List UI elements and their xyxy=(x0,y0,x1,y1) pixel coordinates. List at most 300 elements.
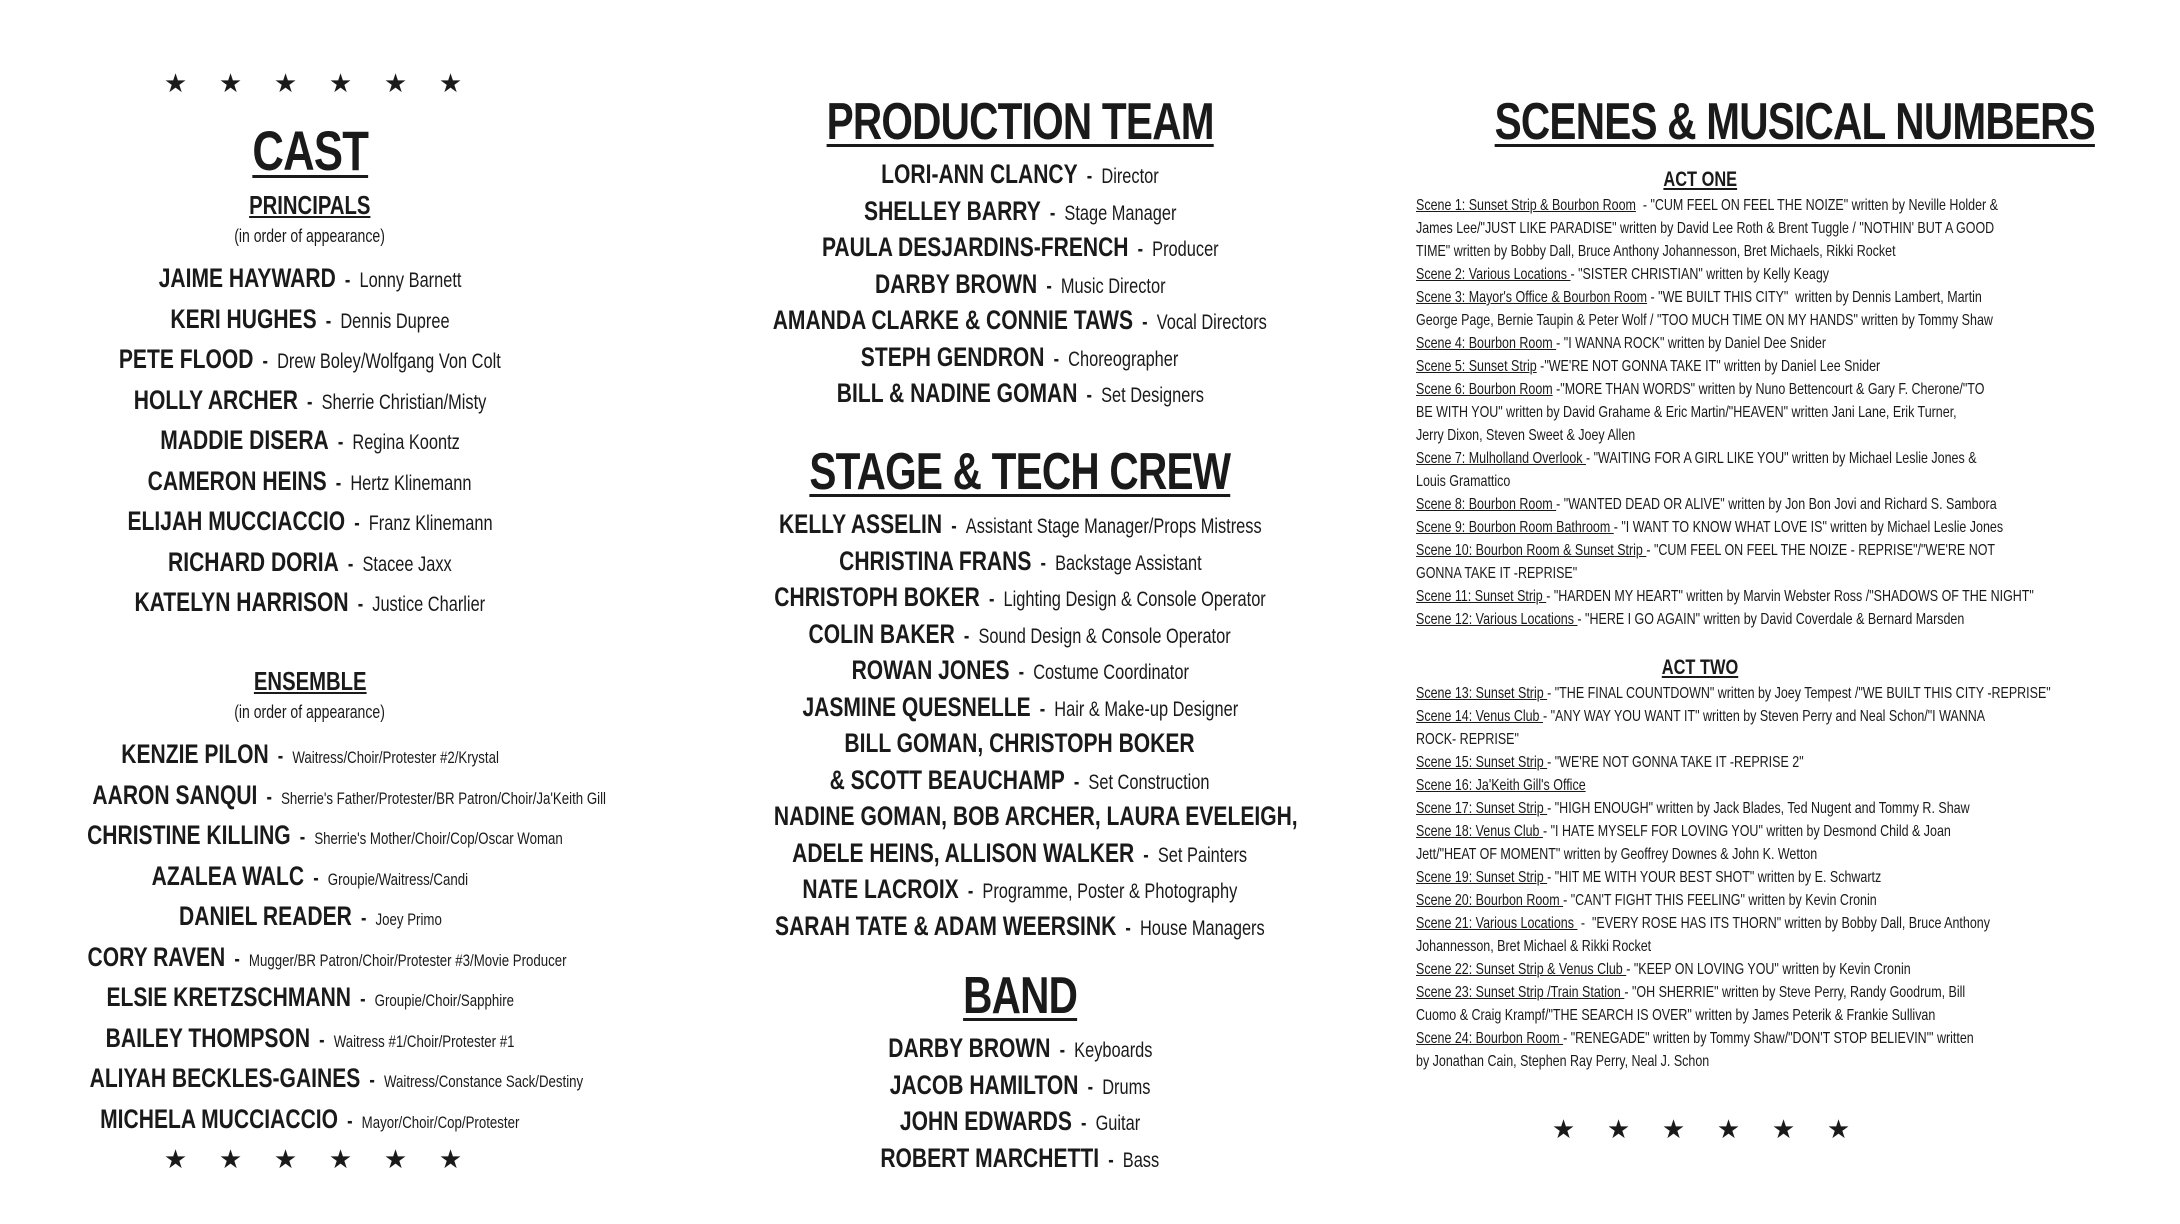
credit-row xyxy=(20,775,606,816)
person-role: Producer xyxy=(1151,238,1219,261)
star-icon: ★ xyxy=(383,1144,408,1174)
star-icon: ★ xyxy=(438,1144,463,1174)
separator: - xyxy=(1077,384,1101,407)
credit-row xyxy=(20,461,600,502)
person-name: HOLLY ARCHER xyxy=(133,384,298,415)
person-role: Drums xyxy=(1102,1075,1151,1099)
separator: - xyxy=(958,880,983,903)
scenes-title: SCENES & MUSICAL NUMBERS xyxy=(1494,93,2095,151)
scene-location: Scene 15: Sunset Strip xyxy=(1416,754,1548,771)
principals-note: (in order of appearance) xyxy=(234,226,386,246)
star-icon: ★ xyxy=(273,1144,298,1174)
person-name: BILL GOMAN, CHRISTOPH BOKER xyxy=(844,728,1196,758)
person-role: Sherrie Christian/Misty xyxy=(321,390,487,414)
person-role: Hair & Make-up Designer xyxy=(1053,697,1238,721)
scene-line xyxy=(1416,516,2004,539)
scene-location: Scene 17: Sunset Strip xyxy=(1416,800,1548,817)
scene-songs: - "ANY WAY YOU WANT IT" written by Steven Perry and Neal Schon/"I WANNA xyxy=(1542,708,1986,725)
separator: - xyxy=(955,624,979,648)
scene-songs: James Lee/"JUST LIKE PARADISE" written by David Lee Roth & Brent Tuggle / "NOTHIN' BUT A GOOD xyxy=(1416,220,1995,237)
person-role: Groupie/Choir/Sapphire xyxy=(374,991,514,1010)
separator: - xyxy=(1134,843,1159,867)
credit-line xyxy=(127,501,492,547)
cast-title: CAST xyxy=(252,119,368,182)
scene-line xyxy=(1416,585,2034,608)
person-role: Waitress/Constance Sack/Destiny xyxy=(383,1072,584,1091)
scene-line xyxy=(1416,705,1997,728)
credit-row xyxy=(700,339,1340,376)
credit-line xyxy=(803,871,1238,913)
scene-songs: - "WAITING FOR A GIRL LIKE YOU" written by Michael Leslie Jones & xyxy=(1585,450,1977,467)
credit-line xyxy=(809,616,1231,658)
principals-list xyxy=(20,258,600,623)
credit-line xyxy=(159,258,462,304)
separator: - xyxy=(297,390,322,414)
credit-line xyxy=(774,798,1298,840)
credit-row xyxy=(700,375,1340,412)
scene-location: Scene 14: Venus Club xyxy=(1416,708,1543,725)
person-name: JOHN EDWARDS xyxy=(899,1106,1072,1136)
scene-songs: - "HERE I GO AGAIN" written by David Coverdale & Bernard Marsden xyxy=(1577,611,1965,628)
credit-row xyxy=(20,501,600,542)
scene-songs: Johannesson, Bret Michael & Rikki Rocket xyxy=(1416,938,1652,955)
scene-line xyxy=(1416,539,1997,562)
credit-row xyxy=(700,266,1340,303)
person-role: Lighting Design & Console Operator xyxy=(1003,588,1266,611)
person-name: PETE FLOOD xyxy=(119,344,254,374)
scene-songs: - "I WANNA ROCK" written by Daniel Dee Snider xyxy=(1556,335,1827,352)
credit-line xyxy=(92,775,606,821)
credit-row xyxy=(20,815,600,856)
production-team-list xyxy=(700,156,1340,412)
credit-line xyxy=(822,229,1219,271)
person-role: Backstage Assistant xyxy=(1054,551,1202,575)
separator: - xyxy=(360,1069,384,1092)
credit-line xyxy=(87,815,563,861)
scene-line xyxy=(1416,843,1997,866)
separator: - xyxy=(1031,551,1055,575)
person-name: DARBY BROWN xyxy=(874,268,1037,299)
act-two-list xyxy=(1416,682,2161,1073)
scene-line xyxy=(1416,958,1997,981)
person-role: Mayor/Choir/Cop/Protester xyxy=(361,1112,520,1132)
credit-row xyxy=(20,734,600,775)
scene-songs: - "CUM FEEL ON FEEL THE NOIZE - REPRISE"/"WE'RE NOT xyxy=(1646,542,1996,559)
scene-line xyxy=(1416,889,1997,912)
person-name: STEPH GENDRON xyxy=(861,341,1045,372)
act-two-heading: ACT TWO xyxy=(1661,656,1739,679)
person-role: Sherrie's Father/Protester/BR Patron/Choir/Ja'Keith Gill xyxy=(281,788,606,808)
scene-songs: - "THE FINAL COUNTDOWN" written by Joey Tempest /"WE BUILT THIS CITY -REPRISE" xyxy=(1547,685,2051,702)
person-name: CHRISTINE KILLING xyxy=(87,820,291,850)
star-icon: ★ xyxy=(1606,1114,1631,1144)
credit-line xyxy=(851,652,1188,694)
act-one-list xyxy=(1416,194,2161,631)
person-name: JASMINE QUESNELLE xyxy=(802,691,1031,722)
credit-line xyxy=(793,835,1248,877)
scene-location: Scene 6: Bourbon Room xyxy=(1416,381,1553,398)
star-icon: ★ xyxy=(1551,1114,1576,1144)
credit-line xyxy=(839,543,1202,585)
person-role: Set Designers xyxy=(1100,384,1204,407)
person-role: Set Construction xyxy=(1088,770,1210,794)
star-icon: ★ xyxy=(328,68,353,98)
separator: - xyxy=(979,588,1004,611)
person-name: PAULA DESJARDINS-FRENCH xyxy=(821,232,1129,262)
credit-line xyxy=(881,156,1159,198)
scene-songs: - "HARDEN MY HEART" written by Marvin Webster Ross /"SHADOWS OF THE NIGHT" xyxy=(1546,588,2034,605)
scene-line xyxy=(1416,820,1997,843)
star-icon: ★ xyxy=(163,1144,188,1174)
separator: - xyxy=(345,512,369,535)
person-name: DANIEL READER xyxy=(178,901,352,931)
scene-songs: TIME" written by Bobby Dall, Bruce Anthony Johannesson, Bret Michaels, Rikki Rocket xyxy=(1416,243,1896,260)
scene-songs: - "CAN'T FIGHT THIS FEELING" written by Kevin Cronin xyxy=(1563,892,1877,909)
scene-line xyxy=(1416,1050,1997,1073)
scene-location: Scene 2: Various Locations xyxy=(1416,266,1571,283)
ensemble-list xyxy=(20,734,606,1139)
person-role: Bass xyxy=(1123,1148,1160,1172)
separator: - xyxy=(1040,201,1065,225)
scene-songs: -"MORE THAN WORDS" written by Nuno Bettencourt & Gary F. Cherone/"TO xyxy=(1552,381,1985,398)
scene-songs: GONNA TAKE IT -REPRISE" xyxy=(1416,565,1578,582)
scene-location: Scene 4: Bourbon Room xyxy=(1416,335,1557,352)
person-role: Set Painters xyxy=(1158,843,1248,867)
credit-row xyxy=(20,937,600,978)
scene-location: Scene 13: Sunset Strip xyxy=(1416,685,1548,702)
scene-location: Scene 21: Various Locations xyxy=(1416,915,1578,932)
credit-row xyxy=(20,1018,600,1059)
scene-songs: - "WANTED DEAD OR ALIVE" written by Jon Bon Jovi and Richard S. Sambora xyxy=(1556,496,1997,513)
credit-line xyxy=(170,299,449,345)
scene-songs: -"WE'RE NOT GONNA TAKE IT" written by Daniel Lee Snider xyxy=(1536,358,1881,375)
person-name: JACOB HAMILTON xyxy=(889,1069,1079,1100)
person-name: KATELYN HARRISON xyxy=(134,587,349,617)
credit-line xyxy=(900,1103,1140,1145)
credit-line xyxy=(88,937,567,983)
scene-location: Scene 24: Bourbon Room xyxy=(1416,1030,1564,1047)
person-name: CORY RAVEN xyxy=(87,941,226,972)
scene-location: Scene 11: Sunset Strip xyxy=(1416,588,1547,605)
credit-line xyxy=(106,977,514,1023)
scene-location: Scene 5: Sunset Strip xyxy=(1416,358,1537,375)
scene-line xyxy=(1416,447,1997,470)
star-icon: ★ xyxy=(1826,1114,1851,1144)
separator: - xyxy=(1009,661,1033,684)
band-list xyxy=(700,1030,1340,1176)
scene-line xyxy=(1416,797,1997,820)
scene-songs: - "SISTER CHRISTIAN" written by Kelly Keagy xyxy=(1570,266,1830,283)
person-name: MADDIE DISERA xyxy=(160,425,329,455)
person-role: Director xyxy=(1101,165,1159,188)
person-role: Guitar xyxy=(1095,1112,1141,1135)
person-role: Sherrie's Mother/Choir/Cop/Oscar Woman xyxy=(314,829,563,848)
person-name: BAILEY THOMPSON xyxy=(105,1022,310,1053)
scene-songs: Jerry Dixon, Steven Sweet & Joey Allen xyxy=(1416,427,1636,444)
scene-line xyxy=(1416,286,1997,309)
credit-row xyxy=(700,1030,1340,1067)
person-role: Regina Koontz xyxy=(352,431,460,454)
credit-line xyxy=(802,689,1238,731)
scene-songs: - "HIGH ENOUGH" written by Jack Blades, Ted Nugent and Tommy R. Shaw xyxy=(1547,800,1970,817)
star-icon: ★ xyxy=(438,68,463,98)
scene-line xyxy=(1416,751,1997,774)
person-role: Joey Primo xyxy=(375,910,442,929)
scene-line xyxy=(1416,1027,1997,1050)
credit-row xyxy=(20,542,600,583)
scene-songs: - "I HATE MYSELF FOR LOVING YOU" written by Desmond Child & Joan xyxy=(1542,823,1951,840)
stars-top-left xyxy=(148,70,478,96)
person-name: BILL & NADINE GOMAN xyxy=(836,378,1078,408)
credit-row xyxy=(700,652,1340,689)
person-name: LORI-ANN CLANCY xyxy=(881,159,1078,189)
scene-songs: - "HIT ME WITH YOUR BEST SHOT" written by E. Schwartz xyxy=(1547,869,1882,886)
person-role: Stage Manager xyxy=(1064,201,1177,225)
scene-songs: George Page, Bernie Taupin & Peter Wolf / "TOO MUCH TIME ON MY HANDS" written by Tommy Shaw xyxy=(1416,312,1993,329)
person-role: Keyboards xyxy=(1073,1039,1153,1062)
credit-row xyxy=(20,299,600,340)
person-role: Choreographer xyxy=(1068,347,1179,371)
scene-location: Scene 16: Ja'Keith Gill's Office xyxy=(1416,777,1586,794)
star-icon: ★ xyxy=(218,68,243,98)
scene-line xyxy=(1416,493,1997,516)
person-name: AZALEA WALC xyxy=(151,860,305,891)
credit-line xyxy=(881,1140,1160,1182)
credit-row xyxy=(700,725,1340,762)
star-icon: ★ xyxy=(383,68,408,98)
separator: - xyxy=(316,309,341,333)
person-role: Franz Klinemann xyxy=(368,512,493,535)
credit-row xyxy=(700,543,1340,580)
scene-songs: - "RENEGADE" written by Tommy Shaw/"DON'T STOP BELIEVIN'" written xyxy=(1563,1030,1974,1047)
scene-line xyxy=(1416,355,1997,378)
person-name: ELIJAH MUCCIACCIO xyxy=(127,506,346,536)
credit-row xyxy=(20,896,600,937)
credit-line xyxy=(148,461,472,507)
credit-row xyxy=(700,579,1340,616)
person-name: & SCOTT BEAUCHAMP xyxy=(830,764,1066,795)
scene-location: Scene 20: Bourbon Room xyxy=(1416,892,1564,909)
credit-row xyxy=(700,689,1340,726)
scene-songs: Cuomo & Craig Krampf/"THE SEARCH IS OVER" written by James Peterik & Frankie Sullivan xyxy=(1416,1007,1936,1024)
scene-location: Scene 12: Various Locations xyxy=(1416,611,1578,628)
credit-row xyxy=(20,420,600,461)
separator: - xyxy=(290,826,315,849)
scene-songs: - "OH SHERRIE" written by Steve Perry, Randy Goodrum, Bill xyxy=(1624,984,1966,1001)
stars-bottom-left xyxy=(148,1146,478,1172)
separator: - xyxy=(1099,1148,1124,1172)
credit-line xyxy=(168,542,452,588)
person-role: Assistant Stage Manager/Props Mistress xyxy=(965,515,1262,538)
credit-row xyxy=(20,856,600,897)
credit-line xyxy=(779,506,1262,548)
star-icon: ★ xyxy=(273,68,298,98)
separator: - xyxy=(309,1028,334,1052)
credit-line xyxy=(121,734,499,780)
credit-line xyxy=(90,1058,584,1104)
crew-title: STAGE & TECH CREW xyxy=(809,443,1231,501)
separator: - xyxy=(1044,347,1069,371)
separator: - xyxy=(257,785,282,809)
credit-line xyxy=(861,339,1179,381)
credit-line xyxy=(774,579,1265,621)
star-icon: ★ xyxy=(163,68,188,98)
separator: - xyxy=(338,1109,362,1133)
credit-line xyxy=(106,1018,515,1064)
scene-line xyxy=(1416,217,1997,240)
credit-line xyxy=(179,896,442,942)
credit-row xyxy=(700,871,1340,908)
person-role: Dennis Dupree xyxy=(340,309,450,333)
star-icon: ★ xyxy=(218,1144,243,1174)
scene-line xyxy=(1416,194,1997,217)
credit-line xyxy=(890,1067,1151,1109)
credit-row xyxy=(700,193,1340,230)
scene-location: Scene 7: Mulholland Overlook xyxy=(1416,450,1586,467)
star-icon: ★ xyxy=(1771,1114,1796,1144)
credit-line xyxy=(888,1030,1152,1072)
act-one-heading: ACT ONE xyxy=(1663,168,1737,191)
scene-songs: - "I WANT TO KNOW WHAT LOVE IS" written by Michael Leslie Jones xyxy=(1613,519,2004,536)
separator: - xyxy=(1128,238,1152,261)
person-name: AMANDA CLARKE & CONNIE TAWS xyxy=(772,305,1134,335)
credit-line xyxy=(152,856,468,902)
scene-line xyxy=(1416,263,1997,286)
person-name: ELSIE KRETZSCHMANN xyxy=(106,982,351,1012)
star-icon: ★ xyxy=(1716,1114,1741,1144)
separator: - xyxy=(1077,165,1102,188)
credit-row xyxy=(700,302,1340,339)
person-role: Vocal Directors xyxy=(1156,311,1268,334)
scene-line xyxy=(1416,401,1997,424)
person-name: NADINE GOMAN, BOB ARCHER, LAURA EVELEIGH, xyxy=(773,801,1298,831)
person-name: COLIN BAKER xyxy=(808,618,956,649)
scene-songs: - "WE'RE NOT GONNA TAKE IT -REPRISE 2" xyxy=(1547,754,1804,771)
scene-songs: - "WE BUILT THIS CITY" written by Dennis Lambert, Martin xyxy=(1647,289,1982,306)
separator: - xyxy=(350,988,375,1011)
scene-line xyxy=(1416,1004,1997,1027)
separator: - xyxy=(1116,916,1141,940)
person-name: KERI HUGHES xyxy=(170,303,317,334)
person-name: JAIME HAYWARD xyxy=(158,263,336,293)
separator: - xyxy=(1133,311,1157,334)
scene-line xyxy=(1416,470,1997,493)
scene-location: Scene 8: Bourbon Room xyxy=(1416,496,1557,513)
scene-location: Scene 3: Mayor's Office & Bourbon Room xyxy=(1416,289,1648,306)
person-name: ROWAN JONES xyxy=(851,655,1010,685)
separator: - xyxy=(1071,1112,1096,1135)
credit-line xyxy=(875,266,1166,308)
credit-line xyxy=(830,762,1210,804)
scene-line xyxy=(1416,728,1997,751)
person-name: ROBERT MARCHETTI xyxy=(880,1142,1100,1173)
person-role: Stacee Jaxx xyxy=(362,552,452,576)
person-role: Programme, Poster & Photography xyxy=(982,880,1238,903)
person-role: Drew Boley/Wolfgang Von Colt xyxy=(277,350,501,373)
credit-line xyxy=(160,420,460,466)
scene-songs: Louis Gramattico xyxy=(1416,473,1511,490)
scene-songs: BE WITH YOU" written by David Grahame & Eric Martin/"HEAVEN" written Jani Lane, Erik Turner, xyxy=(1416,404,1957,421)
separator: - xyxy=(327,471,351,495)
person-role: Groupie/Waitress/Candi xyxy=(327,869,469,889)
person-name: ALIYAH BECKLES-GAINES xyxy=(89,1063,361,1093)
credit-row xyxy=(700,835,1340,872)
band-title: BAND xyxy=(962,967,1078,1025)
credit-row xyxy=(20,258,600,299)
scene-line xyxy=(1416,378,1997,401)
separator: - xyxy=(351,907,376,930)
scene-songs: - "KEEP ON LOVING YOU" written by Kevin Cronin xyxy=(1626,961,1911,978)
principals-heading: PRINCIPALS xyxy=(249,190,371,220)
production-team-title: PRODUCTION TEAM xyxy=(826,93,1214,151)
credit-row xyxy=(20,339,600,380)
scene-location: Scene 10: Bourbon Room & Sunset Strip xyxy=(1416,542,1647,559)
person-name: NATE LACROIX xyxy=(802,874,959,904)
ensemble-note: (in order of appearance) xyxy=(234,702,386,722)
person-name: SHELLEY BARRY xyxy=(863,195,1041,226)
scene-songs: - "CUM FEEL ON FEEL THE NOIZE" written by Neville Holder & xyxy=(1635,197,1998,214)
separator: - xyxy=(1036,274,1061,298)
scene-location: Scene 18: Venus Club xyxy=(1416,823,1543,840)
scene-line xyxy=(1416,981,1997,1004)
person-role: Justice Charlier xyxy=(372,593,486,616)
person-role: Hertz Klinemann xyxy=(350,471,472,495)
person-name: ADELE HEINS, ALLISON WALKER xyxy=(792,837,1135,868)
credit-row xyxy=(20,380,600,421)
scene-line xyxy=(1416,424,1997,447)
scene-line xyxy=(1416,682,2051,705)
credit-line xyxy=(845,725,1195,767)
scene-line xyxy=(1416,240,1997,263)
star-icon: ★ xyxy=(1661,1114,1686,1144)
separator: - xyxy=(941,515,966,538)
separator: - xyxy=(335,269,360,292)
scene-line xyxy=(1416,332,1997,355)
credit-row xyxy=(700,762,1340,799)
stars-bottom-right xyxy=(1536,1116,1866,1142)
person-name: SARAH TATE & ADAM WEERSINK xyxy=(775,910,1117,941)
person-name: DARBY BROWN xyxy=(887,1033,1051,1063)
credit-line xyxy=(864,193,1176,235)
scene-songs: by Jonathan Cain, Stephen Ray Perry, Neal J. Schon xyxy=(1416,1053,1710,1070)
star-icon: ★ xyxy=(328,1144,353,1174)
separator: - xyxy=(328,431,353,454)
credit-row xyxy=(700,229,1340,266)
separator: - xyxy=(338,552,363,576)
separator: - xyxy=(1078,1075,1103,1099)
scene-line xyxy=(1416,608,1997,631)
separator: - xyxy=(348,593,373,616)
credit-line xyxy=(119,339,501,385)
scene-location: Scene 1: Sunset Strip & Bourbon Room xyxy=(1416,197,1636,214)
scene-line xyxy=(1416,912,1997,935)
person-name: MICHELA MUCCIACCIO xyxy=(100,1103,339,1134)
scene-songs: ROCK- REPRISE" xyxy=(1416,731,1519,748)
person-role: House Managers xyxy=(1140,916,1265,940)
separator: - xyxy=(304,866,328,890)
credit-row xyxy=(20,977,600,1018)
scene-location: Scene 9: Bourbon Room Bathroom xyxy=(1416,519,1614,536)
credit-row xyxy=(700,1067,1340,1104)
person-role: Sound Design & Console Operator xyxy=(978,624,1232,648)
person-name: CHRISTINA FRANS xyxy=(838,545,1032,576)
person-role: Music Director xyxy=(1060,274,1166,298)
person-name: KELLY ASSELIN xyxy=(778,509,942,539)
credit-line xyxy=(135,582,486,628)
credit-row xyxy=(20,582,600,623)
scene-location: Scene 19: Sunset Strip xyxy=(1416,869,1548,886)
credit-line xyxy=(134,380,487,426)
